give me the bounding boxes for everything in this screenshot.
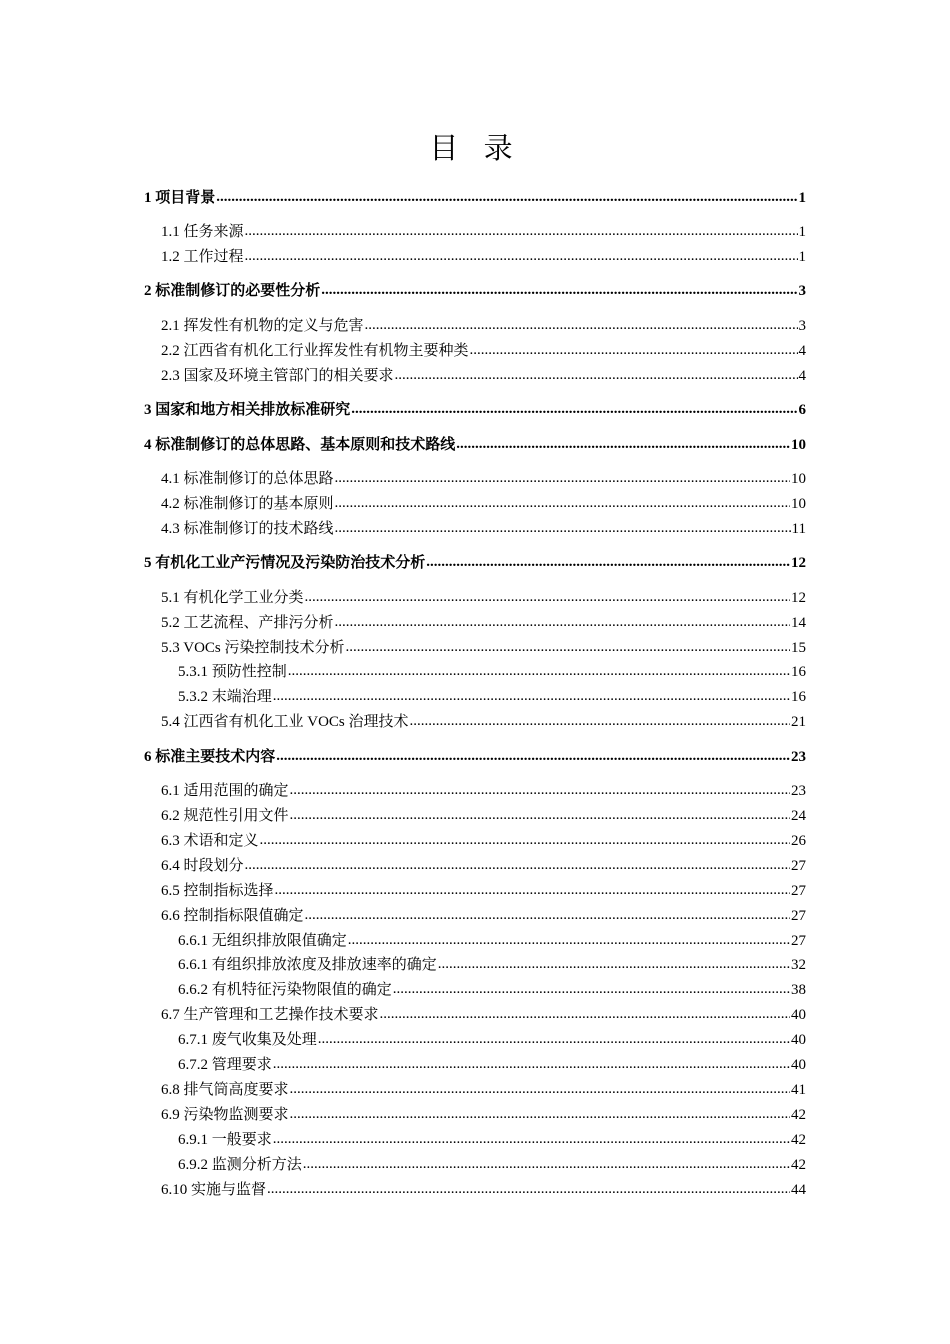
toc-dot-leader (275, 880, 790, 900)
toc-page-number: 10 (791, 496, 806, 512)
toc-entry-label (178, 931, 347, 951)
toc-entry[interactable] (178, 955, 806, 975)
toc-dot-leader (245, 855, 790, 875)
toc-dot-leader (273, 1129, 790, 1149)
toc-entry-text: 控制指标限值确定 (183, 908, 304, 924)
toc-entry-text: 术语和定义 (183, 833, 259, 849)
toc-page-number: 16 (791, 689, 806, 705)
toc-page-number: 6 (798, 402, 806, 418)
toc-entry-label (161, 781, 289, 801)
toc-entry[interactable] (144, 435, 806, 455)
toc-entry-number: 6.1 (161, 783, 184, 799)
toc-entry[interactable] (161, 1105, 806, 1125)
toc-entry-label (144, 188, 215, 208)
toc-page-number: 11 (791, 521, 806, 537)
toc-dot-leader (346, 637, 791, 657)
toc-entry-label (161, 1080, 289, 1100)
toc-page-number: 38 (791, 982, 806, 998)
toc-page-number: 1 (798, 190, 806, 206)
toc-entry-number: 4.3 (161, 521, 184, 537)
toc-entry-number: 6.6.2 (178, 982, 212, 998)
toc-entry-number: 5.2 (161, 615, 184, 631)
toc-entry-text: 控制指标选择 (183, 883, 274, 899)
toc-entry-label (161, 588, 304, 608)
toc-entry[interactable] (161, 906, 806, 926)
toc-entry-text: 标准制修订的总体思路 (183, 471, 334, 487)
toc-entry-label (178, 980, 392, 1000)
toc-page-number: 42 (791, 1132, 806, 1148)
toc-dot-leader (321, 280, 797, 300)
toc-entry[interactable] (161, 1180, 806, 1200)
toc-entry-label (161, 613, 334, 633)
toc-page-number: 10 (791, 471, 806, 487)
toc-entry[interactable] (144, 281, 806, 301)
toc-entry-text: 无组织排放限值确定 (211, 933, 347, 949)
toc-dot-leader (273, 686, 790, 706)
toc-entry-text: VOCs 污染控制技术分析 (183, 640, 345, 656)
toc-entry-text: 时段划分 (183, 858, 244, 874)
toc-dot-leader (290, 1104, 790, 1124)
toc-entry-number: 2 (144, 283, 156, 299)
toc-entry-text: 挥发性有机物的定义与危害 (183, 318, 364, 334)
toc-page-number: 42 (791, 1157, 806, 1173)
toc-dot-leader (335, 493, 790, 513)
toc-page-number: 16 (791, 664, 806, 680)
toc-page-number: 4 (798, 343, 806, 359)
toc-page-number: 40 (791, 1032, 806, 1048)
toc-entry-number: 6.10 (161, 1182, 191, 1198)
toc-page-number: 1 (798, 224, 806, 240)
toc-entry-number: 4.1 (161, 471, 184, 487)
toc-page-number: 1 (798, 249, 806, 265)
toc-page-number: 27 (791, 858, 806, 874)
toc-dot-leader (290, 1079, 790, 1099)
toc-page-number: 42 (791, 1107, 806, 1123)
toc-entry[interactable] (161, 856, 806, 876)
toc-entry-label (178, 1130, 272, 1150)
toc-entry-label (144, 747, 275, 767)
toc-dot-leader (245, 246, 798, 266)
toc-page-number: 41 (791, 1082, 806, 1098)
toc-entry-label (161, 638, 345, 658)
toc-entry-text: 工艺流程、产排污分析 (183, 615, 334, 631)
toc-entry-number: 2.1 (161, 318, 184, 334)
toc-entry-number: 3 (144, 402, 156, 418)
toc-dot-leader (318, 1029, 790, 1049)
toc-page-number: 3 (798, 283, 806, 299)
toc-entry[interactable] (144, 747, 806, 767)
toc-dot-leader (410, 711, 790, 731)
toc-page-number: 3 (798, 318, 806, 334)
toc-page-number: 23 (791, 783, 806, 799)
toc-entry-label (144, 435, 455, 455)
toc-dot-leader (365, 315, 798, 335)
toc-entry-text: 标准制修订的技术路线 (183, 521, 334, 537)
toc-dot-leader (380, 1004, 790, 1024)
toc-entry[interactable] (178, 1155, 806, 1175)
toc-page-number: 44 (791, 1182, 806, 1198)
toc-entry-number: 5.3 (161, 640, 184, 656)
toc-entry[interactable] (161, 494, 806, 514)
toc-entry[interactable] (161, 638, 806, 658)
toc-entry-text: 标准制修订的基本原则 (183, 496, 334, 512)
toc-entry[interactable] (161, 781, 806, 801)
toc-dot-leader (245, 221, 798, 241)
toc-entry-label (161, 316, 364, 336)
toc-entry[interactable] (178, 931, 806, 951)
toc-entry-text: 国家和地方相关排放标准研究 (155, 402, 351, 418)
toc-entry-label (144, 281, 320, 301)
toc-entry-label (161, 906, 304, 926)
toc-page-number: 15 (791, 640, 806, 656)
toc-entry-text: 规范性引用文件 (183, 808, 289, 824)
toc-entry[interactable] (161, 519, 806, 539)
toc-page-number: 27 (791, 933, 806, 949)
toc-entry-number: 6.6.1 (178, 933, 212, 949)
toc-entry-label (161, 366, 394, 386)
toc-entry-label (161, 469, 334, 489)
toc-entry-text: 江西省有机化工行业挥发性有机物主要种类 (183, 343, 469, 359)
toc-entry[interactable] (178, 1055, 806, 1075)
toc-entry-number: 5.4 (161, 714, 184, 730)
toc-entry-number: 6.5 (161, 883, 184, 899)
toc-dot-leader (335, 518, 791, 538)
toc-entry[interactable] (178, 1130, 806, 1150)
toc-dot-leader (216, 187, 797, 207)
toc-dot-leader (288, 661, 790, 681)
toc-entry-text: 标准主要技术内容 (155, 749, 276, 765)
toc-entry[interactable] (161, 831, 806, 851)
toc-entry-label (161, 856, 244, 876)
toc-entry-number: 6.4 (161, 858, 184, 874)
toc-entry[interactable] (161, 316, 806, 336)
toc-entry-number: 2.3 (161, 368, 184, 384)
toc-entry[interactable] (144, 400, 806, 420)
toc-dot-leader (276, 746, 790, 766)
toc-entry-number: 5 (144, 555, 156, 571)
toc-dot-leader (335, 468, 790, 488)
toc-dot-leader (305, 587, 790, 607)
toc-entry-number: 6.2 (161, 808, 184, 824)
toc-entry[interactable] (178, 1030, 806, 1050)
toc-entry-label (161, 222, 244, 242)
toc-entry-label (178, 1030, 317, 1050)
toc-entry[interactable] (161, 247, 806, 267)
toc-entry-number: 6.8 (161, 1082, 184, 1098)
toc-entry-number: 6.6.1 (178, 957, 212, 973)
toc-entry-number: 6 (144, 749, 156, 765)
toc-page-number: 27 (791, 883, 806, 899)
toc-entry-label (161, 494, 334, 514)
toc-entry-number: 6.9 (161, 1107, 184, 1123)
toc-page-number: 40 (791, 1007, 806, 1023)
toc-entry-label (161, 806, 289, 826)
toc-dot-leader (395, 365, 798, 385)
toc-entry-text: 国家及环境主管部门的相关要求 (183, 368, 394, 384)
toc-dot-leader (393, 979, 790, 999)
toc-page-number: 12 (791, 555, 806, 571)
toc-entry-label (161, 831, 259, 851)
toc-entry-label (178, 1155, 302, 1175)
toc-entry-text: 实施与监督 (191, 1182, 267, 1198)
toc-entry-number: 4.2 (161, 496, 184, 512)
toc-entry[interactable] (161, 222, 806, 242)
toc-dot-leader (260, 830, 790, 850)
toc-dot-leader (351, 399, 797, 419)
toc-entry-label (178, 955, 437, 975)
toc-dot-leader (303, 1154, 790, 1174)
toc-entry[interactable] (161, 1005, 806, 1025)
toc-entry-number: 1.1 (161, 224, 184, 240)
toc-entry[interactable] (161, 881, 806, 901)
toc-page-number: 14 (791, 615, 806, 631)
toc-entry-label (144, 553, 425, 573)
toc-entry-number: 1.2 (161, 249, 184, 265)
toc-entry[interactable] (144, 188, 806, 208)
toc-entry-label (161, 881, 274, 901)
toc-entry-label (178, 687, 272, 707)
toc-title: 目 录 (429, 131, 521, 165)
toc-page-number: 10 (791, 437, 806, 453)
toc-entry-label (178, 1055, 272, 1075)
toc-entry-text: 有机化工业产污情况及污染防治技术分析 (155, 555, 426, 571)
toc-entry[interactable] (161, 469, 806, 489)
toc-entry-text: 监测分析方法 (211, 1157, 302, 1173)
toc-dot-leader (273, 1054, 790, 1074)
toc-entry-number: 4 (144, 437, 156, 453)
toc-dot-leader (290, 805, 790, 825)
toc-dot-leader (438, 954, 790, 974)
toc-entry[interactable] (178, 662, 806, 682)
toc-entry[interactable] (178, 980, 806, 1000)
toc-entry[interactable] (161, 588, 806, 608)
toc-entry-number: 6.3 (161, 833, 184, 849)
toc-entry[interactable] (178, 687, 806, 707)
toc-dot-leader (267, 1179, 790, 1199)
toc-dot-leader (348, 930, 790, 950)
toc-entry-number: 6.6 (161, 908, 184, 924)
toc-entry[interactable] (161, 341, 806, 361)
toc-entry-text: 项目背景 (155, 190, 216, 206)
toc-entry-text: 一般要求 (211, 1132, 272, 1148)
toc-entry-label (161, 247, 244, 267)
toc-entry-text: 标准制修订的总体思路、基本原则和技术路线 (155, 437, 456, 453)
toc-entry-text: 标准制修订的必要性分析 (155, 283, 321, 299)
toc-page-number: 12 (791, 590, 806, 606)
toc-page-number: 27 (791, 908, 806, 924)
toc-dot-leader (305, 905, 790, 925)
toc-entry-text: 适用范围的确定 (183, 783, 289, 799)
toc-entry-text: 管理要求 (211, 1057, 272, 1073)
toc-entry-label (161, 341, 469, 361)
toc-entry[interactable] (161, 712, 806, 732)
toc-entry-number: 1 (144, 190, 156, 206)
toc-entry[interactable] (161, 1080, 806, 1100)
toc-entry-number: 6.9.1 (178, 1132, 212, 1148)
toc-entry-number: 5.1 (161, 590, 184, 606)
toc-entry-label (178, 662, 287, 682)
toc-entry-label (161, 1105, 289, 1125)
toc-entry-text: 污染物监测要求 (183, 1107, 289, 1123)
toc-entry-text: 有机特征污染物限值的确定 (211, 982, 392, 998)
toc-dot-leader (456, 434, 790, 454)
toc-entry[interactable] (161, 806, 806, 826)
toc-entry-label (144, 400, 350, 420)
toc-entry-number: 6.7.2 (178, 1057, 212, 1073)
toc-entry-number: 5.3.1 (178, 664, 212, 680)
toc-entry-label (161, 712, 409, 732)
toc-entry-text: 任务来源 (183, 224, 244, 240)
toc-entry-label (161, 1005, 379, 1025)
toc-dot-leader (426, 552, 790, 572)
toc-entry-text: 末端治理 (211, 689, 272, 705)
toc-entry-number: 6.7.1 (178, 1032, 212, 1048)
toc-entry[interactable] (144, 553, 806, 573)
toc-entry-text: 预防性控制 (211, 664, 287, 680)
toc-entry[interactable] (161, 366, 806, 386)
toc-entry-text: 有组织排放浓度及排放速率的确定 (211, 957, 437, 973)
toc-page-number: 4 (798, 368, 806, 384)
toc-dot-leader (290, 780, 790, 800)
toc-page-number: 23 (791, 749, 806, 765)
toc-entry-text: 排气筒高度要求 (183, 1082, 289, 1098)
toc-entry-number: 6.7 (161, 1007, 184, 1023)
toc-entry-label (161, 519, 334, 539)
toc-entry-number: 2.2 (161, 343, 184, 359)
toc-entry-text: 工作过程 (183, 249, 244, 265)
toc-entry-number: 6.9.2 (178, 1157, 212, 1173)
toc-page-number: 21 (791, 714, 806, 730)
toc-entry-text: 有机化学工业分类 (183, 590, 304, 606)
toc-dot-leader (470, 340, 798, 360)
toc-entry-text: 废气收集及处理 (211, 1032, 317, 1048)
toc-entry-text: 江西省有机化工业 VOCs 治理技术 (183, 714, 409, 730)
toc-page-number: 40 (791, 1057, 806, 1073)
toc-entry-label (161, 1180, 266, 1200)
toc-entry[interactable] (161, 613, 806, 633)
toc-page-number: 32 (791, 957, 806, 973)
toc-dot-leader (335, 612, 790, 632)
toc-page-number: 24 (791, 808, 806, 824)
toc-page-number: 26 (791, 833, 806, 849)
toc-entry-text: 生产管理和工艺操作技术要求 (183, 1007, 379, 1023)
toc-entry-number: 5.3.2 (178, 689, 212, 705)
